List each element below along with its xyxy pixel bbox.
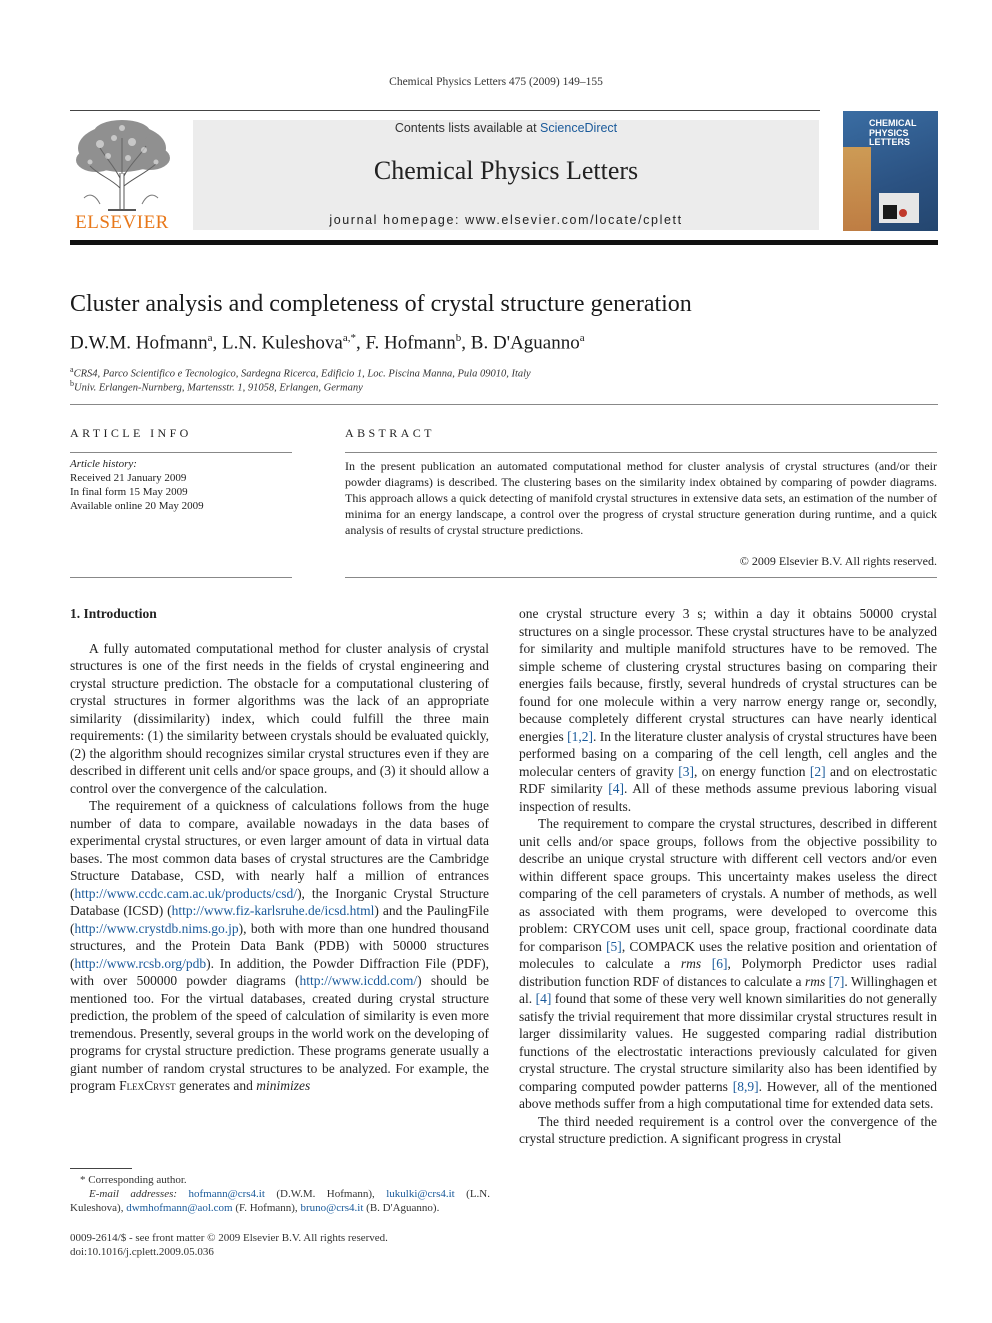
emphasis-rms: rms [804, 973, 826, 989]
abstract-copyright: © 2009 Elsevier B.V. All rights reserved. [739, 554, 937, 568]
abstract-rule [345, 452, 937, 453]
text-run: . However, all of the mentioned above methods suffer from a high computational time for extended data sets. [519, 1078, 937, 1111]
intro-paragraph-2-continued [519, 605, 937, 815]
elsevier-wordmark: ELSEVIER [75, 212, 169, 233]
emphasis-rms: rms [680, 956, 702, 971]
affiliation-text: Univ. Erlangen-Nurnberg, Martensstr. 1, 91058, Erlangen, Germany [74, 382, 363, 394]
text-run: found that some of these very well known similarities do not generally satisfy the trivial requirement that more dissimilar crystal structures result in larger dissimilarity values. He suggested comparing radial distribution functions of the electrostatic interactions previously calculated for given crystal structure. The crystal structure similarity also has been identified by comparing computed powder patterns [519, 991, 937, 1094]
sciencedirect-link[interactable]: ScienceDirect [540, 121, 618, 135]
article-info-rule [70, 452, 292, 453]
cover-title [869, 119, 917, 148]
affiliation [70, 365, 531, 380]
text-run: ). In addition, the Powder Diffraction File (PDF), with over 500000 powder diagrams ( [70, 955, 489, 988]
author-name: L.N. Kuleshova [221, 332, 343, 354]
emphasis-minimizes: minimizes [256, 1078, 311, 1093]
email-owner: (L.N. Kuleshova), [70, 1188, 490, 1214]
cover-title-line-2: PHYSICS [869, 127, 909, 138]
text-run: . All of these methods assume previous laboring visual inspection of results. [519, 781, 937, 814]
cover-title-line-1: CHEMICAL [869, 118, 917, 128]
footnotes [70, 1173, 490, 1215]
journal-citation: Chemical Physics Letters 475 (2009) 149–155 [389, 76, 603, 88]
text-run: . In the literature cluster analysis of crystal structures have been performed basing on a comparing of the cell length, cell angles and the molecular centers of gravity [519, 728, 937, 779]
intro-paragraph-2 [70, 797, 489, 1095]
author-name: F. Hofmann [365, 332, 456, 354]
reference-link[interactable]: [8,9] [732, 1078, 759, 1094]
author-affil-mark: b [455, 332, 462, 344]
text-run: generates and [175, 1078, 257, 1093]
reference-link[interactable]: [5] [606, 938, 622, 954]
email-owner: (F. Hofmann), [232, 1202, 301, 1214]
email-link[interactable]: dwmhofmann@aol.com [126, 1202, 233, 1214]
email-addresses-note [70, 1187, 490, 1215]
text-run: ) and the PaulingFile ( [70, 903, 490, 936]
text-run: ), both with more than one hundred thousand structures, and the Protein Data Bank (PDB) with 50000 structures ( [70, 920, 489, 971]
author-list: D.W.M. Hofmann$^a$, L.N. Kuleshova$^{a,*}$, F. Hofmann$^b$, B. D'Aguanno$^a$ [70, 332, 585, 354]
email-owner: (B. D'Aguanno). [363, 1202, 440, 1214]
abstract-text: In the present publication an automated computational method for cluster analysis of crystal structures (and/or their powder diagrams) is described. The clustering bases on the similarity index obtained by comparing of powder diagrams. This approach allows a quick detecting of manifold crystal structures in extensive data sets, an estimation of the number of minima for an energy landscape, a control over the progress of crystal structure generation during runtime, and a quick analysis of results of crystal structure predictions. [345, 459, 937, 537]
article-info-bottom-rule [70, 577, 292, 578]
front-matter-rule [70, 404, 938, 405]
cover-figure-block [883, 205, 897, 219]
program-name-flexcryst: FlexCryst [119, 1078, 176, 1093]
received-date: Received 21 January 2009 [70, 472, 187, 484]
author-affil-mark: a [207, 332, 213, 344]
email-link[interactable]: bruno@crs4.it [300, 1202, 364, 1214]
footnote-rule [70, 1168, 132, 1169]
cover-title-line-3: LETTERS [869, 137, 911, 147]
csd-url-link[interactable]: http://www.ccdc.cam.ac.uk/products/csd/ [74, 885, 298, 901]
icsd-url-link[interactable]: http://www.fiz-karlsruhe.de/icsd.html [171, 903, 375, 918]
text-run: The requirement of a quickness of calculations follows from the huge number of data to compare, available nowadays in the data bases of experimental crystal structures, or even larger amount of data in virtual data bases. The most common data bases of crystal structures are the Cambridge Structure Database, CSD, with nearly half a million of entrances ( [70, 798, 489, 901]
left-column [70, 605, 489, 1095]
intro-paragraph-3 [519, 815, 937, 1113]
text-run: ), the Inorganic Crystal Structure Database (ICSD) ( [70, 885, 489, 918]
contents-prefix: Contents lists available at [394, 121, 541, 135]
issn-doi-block [70, 1231, 388, 1259]
icdd-url-link[interactable]: http://www.icdd.com/ [299, 973, 418, 988]
text-run: and on electrostatic RDF similarity [519, 763, 937, 796]
reference-link[interactable]: [7] [828, 973, 845, 989]
cover-figure [879, 193, 919, 223]
text-run: one crystal structure every 3 s; within a day it obtains 50000 crystal structures on a single processor. These crystal structures have to be analyzed for similarity and multiple manifold structures have to be removed. The simple scheme of clustering crystal structures basing on comparing their energies fails because, firstly, several hundreds of crystal structures can be found for one molecule within a very narrow energy range or, secondly, because completely different crystal structures can have nearly identical energies [519, 606, 937, 744]
author-name: B. D'Aguanno [470, 332, 580, 354]
affiliation-mark: b [70, 379, 74, 388]
cover-figure-dot [899, 209, 907, 217]
cover-orange-strip [843, 147, 871, 231]
affiliation-text: CRS4, Parco Scientifico e Tecnologico, Sardegna Ricerca, Edificio 1, Loc. Piscina Manna, Pula 09010, Italy [73, 368, 531, 380]
reference-link[interactable]: [4] [608, 781, 624, 796]
text-run: , Polymorph Predictor uses radial distribution function RDF of distances to calculate a [519, 956, 937, 989]
right-column [519, 605, 937, 1148]
text-run: , COMPACK uses the relative position and orientation of molecules to calculate a [519, 938, 937, 971]
article-history-label: Article history: [70, 458, 137, 470]
journal-homepage[interactable]: journal homepage: www.elsevier.com/locate/cplett [329, 213, 683, 227]
article-info-heading: ARTICLE INFO [70, 426, 192, 440]
reference-link[interactable]: [1,2] [567, 728, 594, 744]
affiliation-mark: a [70, 365, 74, 374]
author-affil-mark[interactable]: a,* [342, 332, 356, 344]
header-rule [70, 110, 820, 111]
abstract-bottom-rule [345, 577, 937, 578]
text-run: The requirement to compare the crystal structures, described in different unit cells and/or space groups, follows from the objective possibility to describe an unique crystal structure with different cell vectors and/or even within different space groups. This uncertainty makes useless the direct comparing of the cell parameters of crystals. A number of methods, as well as associated with them programs, were developed to overcome this problem: CRYCOM uses unit cell, space group, fractional coordinate data for comparison [519, 816, 937, 954]
reference-link[interactable]: [2] [809, 763, 826, 779]
reference-link[interactable]: [3] [678, 763, 694, 779]
journal-name: Chemical Physics Letters [373, 156, 639, 185]
author-affil-mark: a [579, 332, 585, 344]
header-thick-rule [70, 240, 938, 245]
section-heading-introduction: 1. Introduction [70, 606, 157, 621]
text-run: , on energy function [693, 763, 810, 779]
intro-paragraph-4: The third needed requirement is a control over the convergence of the crystal structure prediction. A significant progress in crystal [519, 1113, 937, 1146]
email-link[interactable]: lukulki@crs4.it [386, 1188, 455, 1200]
pdb-url-link[interactable]: http://www.rcsb.org/pdb [74, 955, 207, 971]
final-form-date: In final form 15 May 2009 [70, 486, 188, 498]
abstract-heading: ABSTRACT [345, 426, 435, 440]
email-label: E-mail addresses: [89, 1188, 178, 1200]
text-run: . Willinghagen et al. [519, 973, 937, 1006]
email-link[interactable]: hofmann@crs4.it [188, 1188, 265, 1200]
intro-paragraph-1: A fully automated computational method for cluster analysis of crystal structures is one of the first needs in the fields of crystal engineering and crystal structure prediction. The obstacle for a computational clustering of crystal structures in former algorithms was the lack of an appropriate similarity (dissimilarity) index, which could fulfill the three main requirements: (1) the similarity between crystals should be evaluated quickly, (2) the algorithm should recognizes similar crystal structures even if they are described in different unit cells and/or space groups, and (3) it should allow a control over the convergence of the calculation. [70, 640, 489, 796]
text-run: ) should be mentioned too. For the virtual databases, created during crystal structure prediction, the problem of the speed of calculation of similarity is even more tremendous. Presently, several groups in the world work on the developing of programs for crystal structure prediction. These programs generate usually a giant number of random crystal structures to be analyzed. For example, the program [70, 973, 489, 1093]
article-title: Cluster analysis and completeness of crystal structure generation [70, 291, 692, 317]
affiliation [70, 379, 363, 394]
doi-line[interactable]: doi:10.1016/j.cplett.2009.05.036 [70, 1246, 214, 1258]
paulingfile-url-link[interactable]: http://www.crystdb.nims.go.jp [74, 920, 239, 936]
journal-cover-thumbnail [843, 111, 938, 231]
corresponding-author-note: * Corresponding author. [80, 1174, 187, 1186]
author-name: D.W.M. Hofmann [70, 332, 208, 354]
reference-link[interactable]: [4] [535, 991, 552, 1006]
reference-link[interactable]: [6] [711, 956, 728, 971]
contents-line [193, 121, 819, 135]
email-owner: (D.W.M. Hofmann), [264, 1188, 387, 1200]
issn-line: 0009-2614/$ - see front matter © 2009 Elsevier B.V. All rights reserved. [70, 1232, 388, 1244]
online-date: Available online 20 May 2009 [70, 500, 204, 512]
